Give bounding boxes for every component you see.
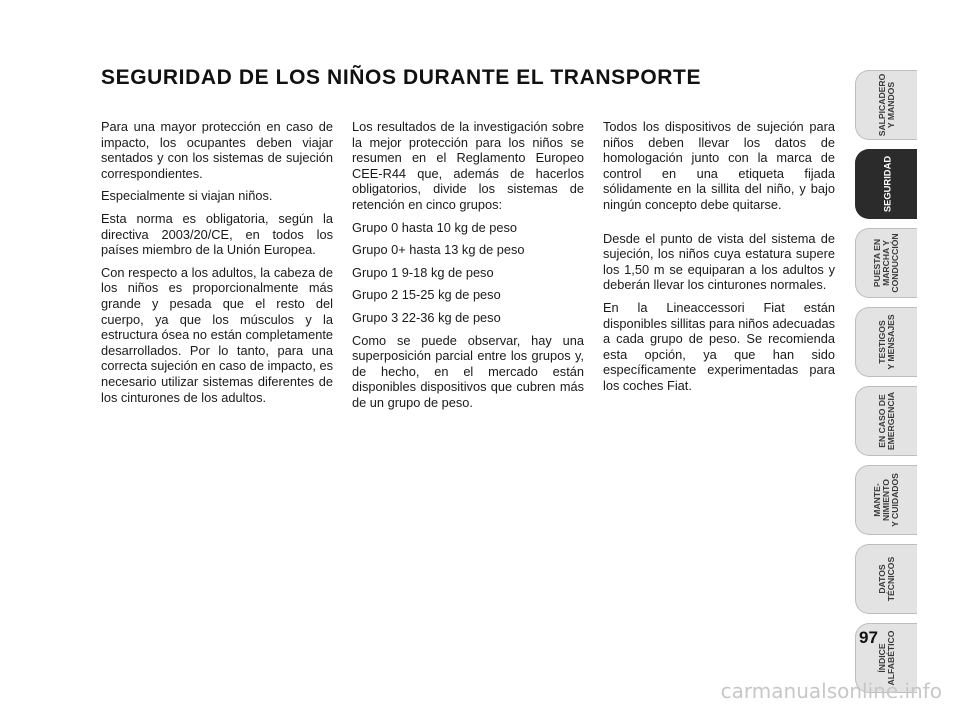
group-3-line: Grupo 3 22-36 kg de peso	[352, 309, 501, 325]
tab-mantenimiento[interactable]	[855, 465, 917, 535]
tab-label: MANTE- NIMIENTO Y CUIDADOS	[871, 473, 901, 527]
group-0-line: Grupo 0 hasta 10 kg de peso	[352, 219, 518, 235]
paragraph: Esta norma es obligatoria, según la directiva 2003/20/CE, en todos los países miembro de la Unión Europea.	[101, 210, 333, 258]
watermark: carmanualsonline.info	[720, 679, 942, 703]
tab-label: ÍNDICE ALFABÉTICO	[876, 630, 896, 686]
tab-label: SEGURIDAD	[880, 155, 892, 213]
paragraph: Para una mayor protección en caso de impacto, los ocupantes deben viajar sentados y con los sistemas de sujeción correspondientes.	[101, 119, 333, 181]
tab-label: TESTIGOS Y MENSAJES	[876, 314, 896, 370]
tab-label: EN CASO DE EMERGENCIA	[876, 391, 896, 451]
paragraph: Como se puede observar, hay una superposición parcial entre los grupos y, de hecho, en el mercado están disponibles dispositivos que cubren más de un grupo de peso.	[352, 332, 584, 410]
page-number: 97	[859, 628, 878, 647]
group-1-line: Grupo 1 9-18 kg de peso	[352, 264, 494, 280]
tab-emergencia[interactable]	[855, 386, 917, 456]
section-tabs	[855, 70, 919, 702]
group-2-line: Grupo 2 15-25 kg de peso	[352, 287, 501, 303]
paragraph: En la Lineaccessori Fiat están disponibles sillitas para niños adecuadas a cada grupo de peso. Se recomienda esta opción, ya que han sido específicamente experimentadas para los coches Fiat.	[603, 299, 835, 393]
tab-datos-tecnicos[interactable]	[855, 544, 917, 614]
tab-testigos[interactable]	[855, 307, 917, 377]
group-0plus-line: Grupo 0+ hasta 13 kg de peso	[352, 242, 525, 258]
tab-label: SALPICADERO Y MANDOS	[876, 73, 896, 137]
text-column-2	[352, 119, 584, 418]
tab-salpicadero[interactable]	[855, 70, 917, 140]
tab-label: PUESTA EN MARCHA Y CONDUCCIÓN	[871, 233, 901, 293]
tab-seguridad[interactable]	[855, 149, 917, 219]
paragraph: Todos los dispositivos de sujeción para niños deben llevar los datos de homologación junto con la marca de control en una etiqueta fijada sólidamente en la sillita del niño, y bajo ningún concepto debe quitarse.	[603, 119, 835, 212]
tab-label: DATOS TÉCNICOS	[876, 556, 896, 602]
page-title: SEGURIDAD DE LOS NIÑOS DURANTE EL TRANSPORTE	[101, 66, 702, 89]
text-column-1	[101, 119, 333, 412]
paragraph: Desde el punto de vista del sistema de sujeción, los niños cuya estatura supere los 1,50 m se equiparan a los adultos y deberán llevar los cinturones normales.	[603, 230, 835, 293]
paragraph: Especialmente si viajan niños.	[101, 188, 273, 204]
text-column-3	[603, 119, 835, 401]
paragraph: Los resultados de la investigación sobre la mejor protección para los niños se resumen en el Reglamento Europeo CEE-R44 que, además de hacerlos obligatorios, divide los sistemas de retención en cinco grupos:	[352, 119, 584, 212]
paragraph: Con respecto a los adultos, la cabeza de los niños es proporcionalmente más grande y pesada que el resto del cuerpo, ya que los músculos y la estructura ósea no están completamente desarrollados. Por lo tanto, para una correcta sujeción en caso de impacto, es necesario utilizar sistemas diferentes de los cinturones de los adultos.	[101, 264, 333, 405]
tab-puesta-en-marcha[interactable]	[855, 228, 917, 298]
